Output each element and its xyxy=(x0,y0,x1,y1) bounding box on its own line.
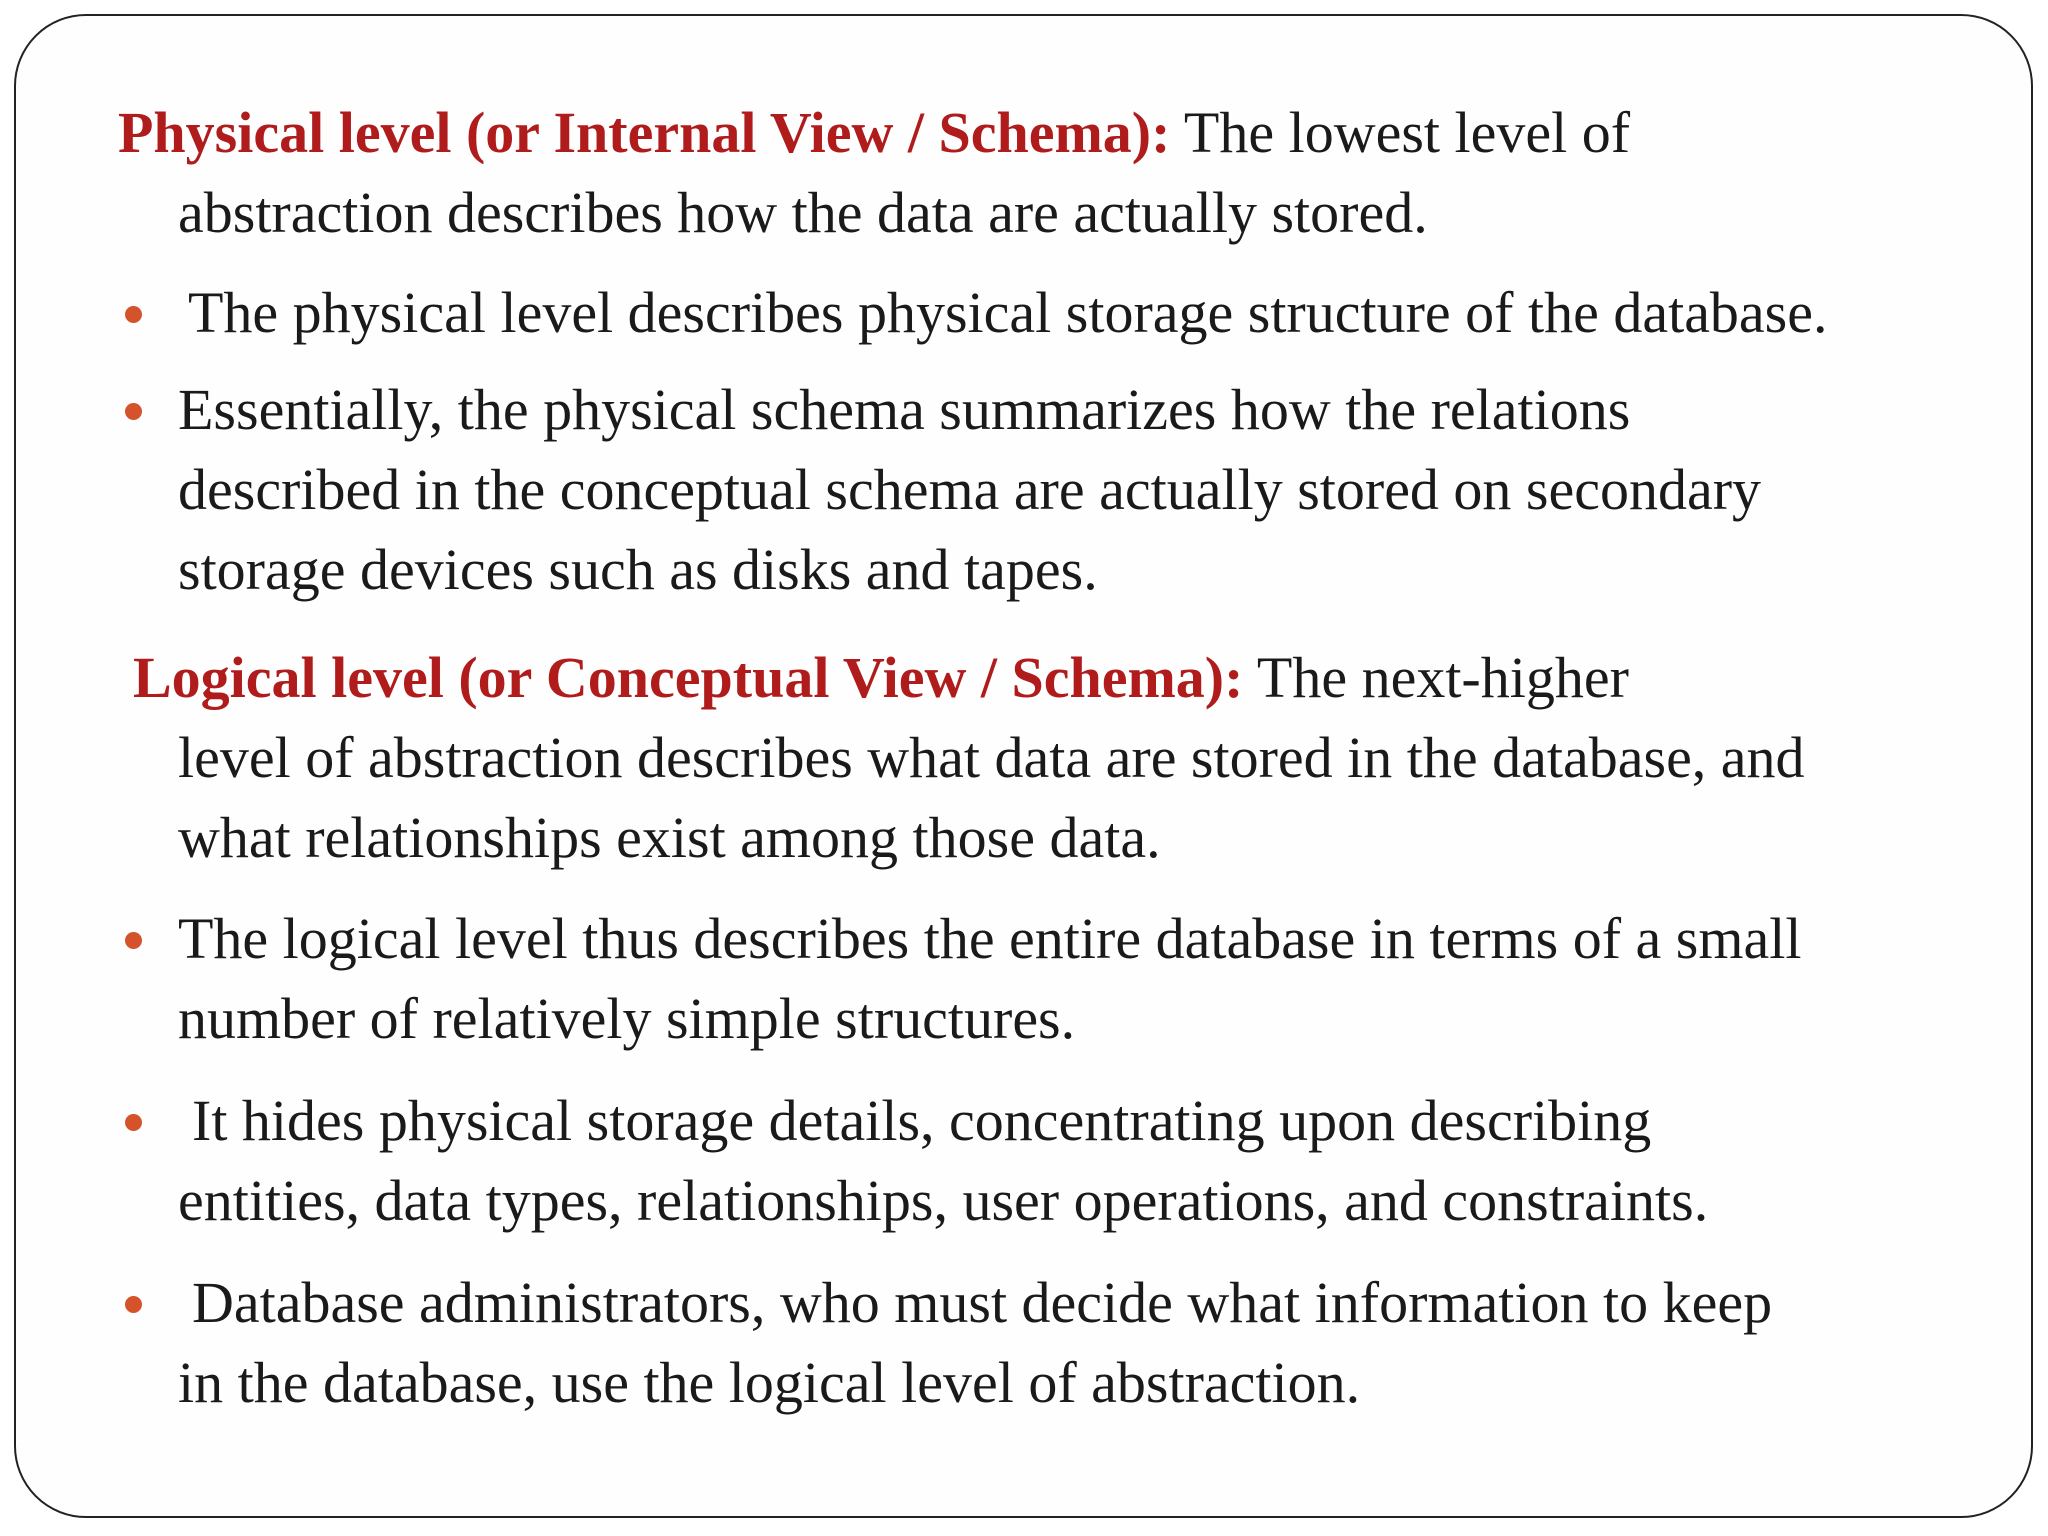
bullet-dot xyxy=(125,1114,142,1131)
bullet-line: entities, data types, relationships, user operations, and constraints. xyxy=(178,1168,1709,1233)
bullet-dot xyxy=(125,932,142,949)
physical-level-line-1 xyxy=(118,93,1630,173)
bullet-dot xyxy=(125,306,142,323)
bullet-line: The logical level thus describes the entire database in terms of a small xyxy=(178,906,1802,971)
bullet-line: in the database, use the logical level of abstraction. xyxy=(178,1350,1361,1415)
physical-level-intro-text: The lowest level of xyxy=(1170,100,1631,165)
logical-level-paragraph xyxy=(133,638,1805,878)
bullet-line: Database administrators, who must decide what information to keep xyxy=(192,1270,1773,1335)
bullet-line: Essentially, the physical schema summarizes how the relations xyxy=(178,377,1631,442)
logical-bullet-1 xyxy=(178,899,1801,1059)
bullet-line: described in the conceptual schema are actually stored on secondary xyxy=(178,457,1762,522)
bullet-line: It hides physical storage details, concentrating upon describing xyxy=(192,1088,1652,1153)
physical-bullet-1 xyxy=(188,273,1828,353)
bullet-line: storage devices such as disks and tapes. xyxy=(178,537,1098,602)
bullet-dot xyxy=(125,1296,142,1313)
physical-bullet-2 xyxy=(178,370,1761,610)
bullet-line: The physical level describes physical storage structure of the database. xyxy=(188,280,1828,345)
logical-level-line-1 xyxy=(133,638,1805,718)
bullet-dot xyxy=(125,403,142,420)
physical-level-line-2: abstraction describes how the data are actually stored. xyxy=(178,180,1428,245)
logical-level-line-3: what relationships exist among those data. xyxy=(178,805,1161,870)
logical-level-intro-text: The next-higher xyxy=(1243,645,1629,710)
logical-bullet-3 xyxy=(178,1263,1772,1423)
physical-level-paragraph xyxy=(118,93,1630,253)
logical-level-line-2: level of abstraction describes what data are stored in the database, and xyxy=(178,725,1805,790)
physical-level-heading: Physical level (or Internal View / Schema): xyxy=(118,100,1171,165)
logical-bullet-2 xyxy=(178,1081,1708,1241)
logical-level-heading: Logical level (or Conceptual View / Schema): xyxy=(133,645,1244,710)
bullet-line: number of relatively simple structures. xyxy=(178,986,1076,1051)
